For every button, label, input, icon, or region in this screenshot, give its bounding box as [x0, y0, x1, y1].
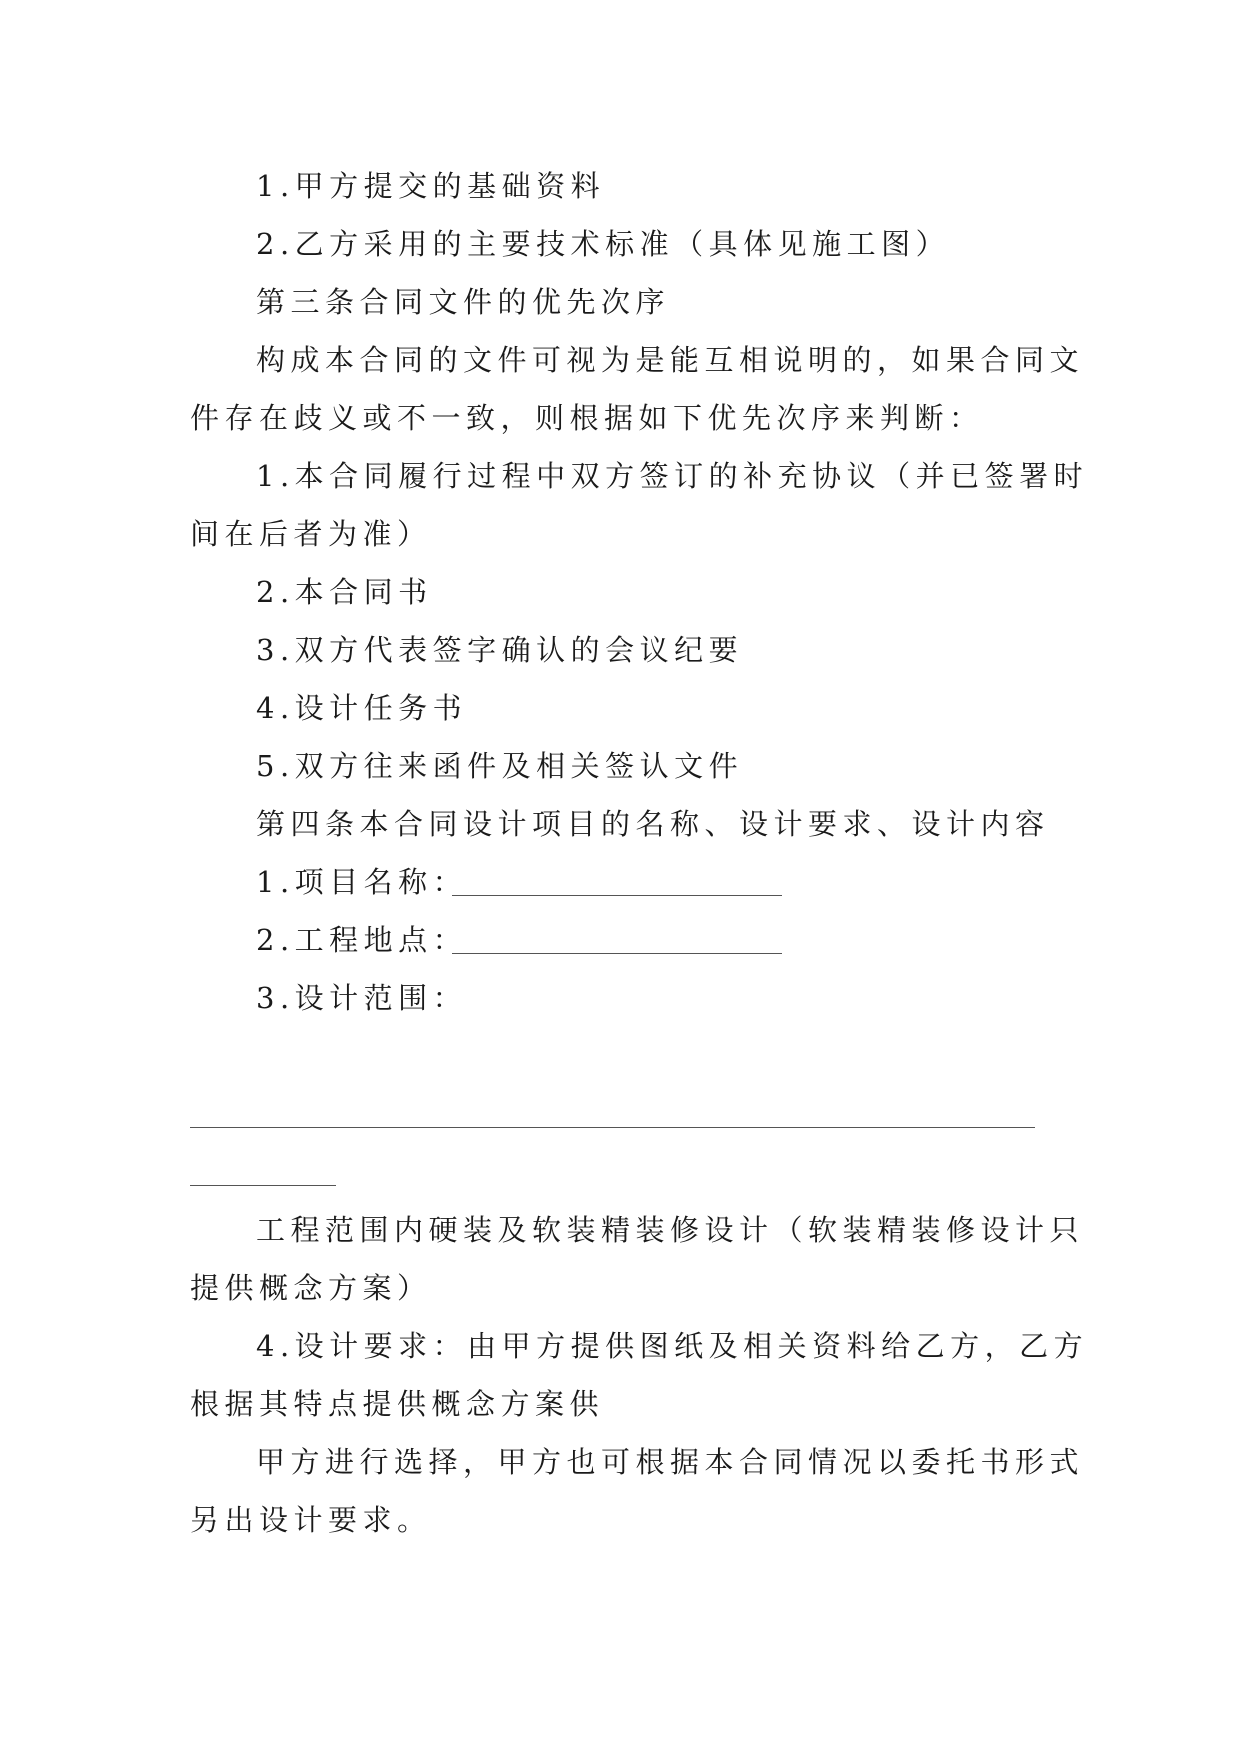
priority-item-2: 2.本合同书 — [256, 575, 433, 609]
article-four-heading: 第四条本合同设计项目的名称、设计要求、设计内容 — [256, 807, 1050, 841]
project-name-label: 1.项目名称： — [256, 865, 468, 899]
paragraph-line: 工程范围内硬装及软装精装修设计（软装精装修设计只 — [256, 1213, 1085, 1247]
priority-item-3: 3.双方代表签字确认的会议纪要 — [256, 633, 744, 667]
project-location-blank — [452, 953, 782, 954]
technical-standards-item: 2.乙方采用的主要技术标准（具体见施工图） — [256, 227, 951, 261]
design-scope-label: 3.设计范围： — [256, 981, 468, 1015]
priority-item-1: 1.本合同履行过程中双方签订的补充协议（并已签署时 — [256, 459, 1089, 493]
project-location-label: 2.工程地点： — [256, 923, 468, 957]
basic-materials-item: 1.甲方提交的基础资料 — [256, 169, 606, 203]
paragraph-line: 根据其特点提供概念方案供 — [190, 1387, 605, 1421]
priority-item-1-continued: 间在后者为准） — [190, 517, 432, 551]
priority-item-5: 5.双方往来函件及相关签认文件 — [256, 749, 744, 783]
priority-item-4: 4.设计任务书 — [256, 691, 468, 725]
paragraph-line: 甲方进行选择，甲方也可根据本合同情况以委托书形式 — [256, 1445, 1085, 1479]
paragraph-line: 件存在歧义或不一致，则根据如下优先次序来判断： — [190, 401, 984, 435]
design-requirements-item: 4.设计要求：由甲方提供图纸及相关资料给乙方，乙方 — [256, 1329, 1089, 1363]
paragraph-line: 提供概念方案） — [190, 1271, 432, 1305]
paragraph-line: 另出设计要求。 — [190, 1503, 432, 1537]
project-name-blank — [452, 895, 782, 896]
article-three-heading: 第三条合同文件的优先次序 — [256, 285, 671, 319]
paragraph-line: 构成本合同的文件可视为是能互相说明的，如果合同文 — [256, 343, 1085, 377]
design-scope-blank-line — [190, 1185, 336, 1186]
design-scope-blank-line — [190, 1127, 1035, 1128]
